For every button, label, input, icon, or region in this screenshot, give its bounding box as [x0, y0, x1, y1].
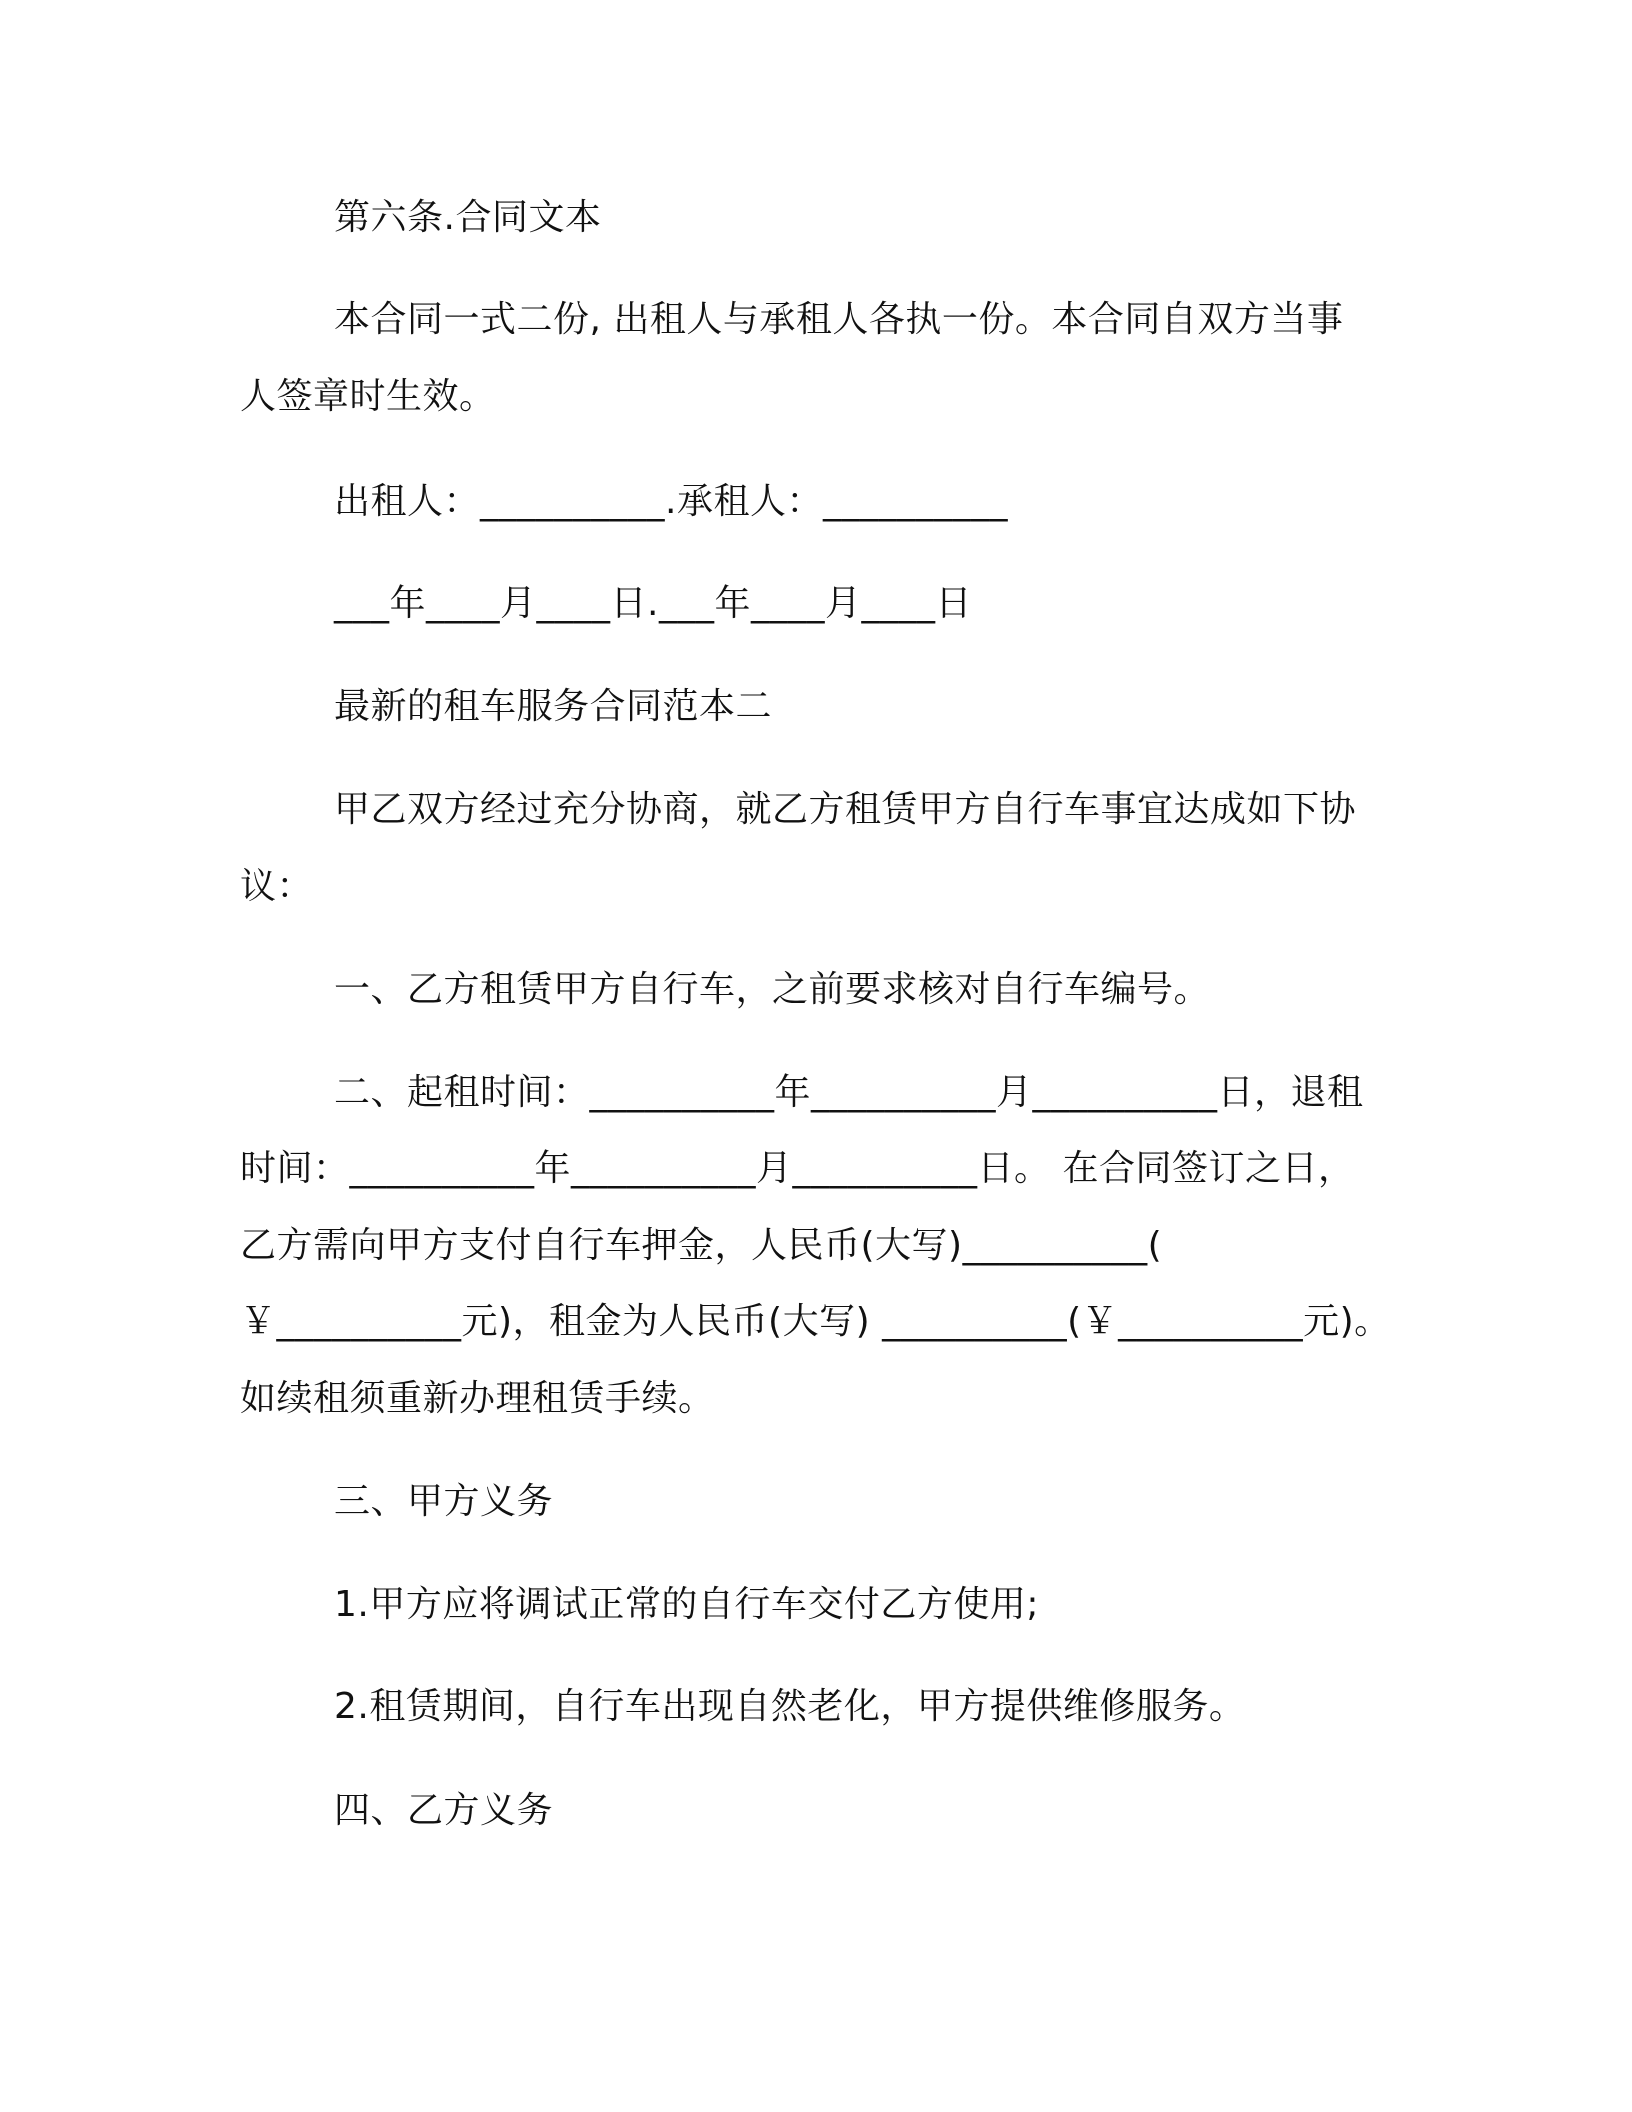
party-a-duty-1: 1.甲方应将调试正常的自行车交付乙方使用; — [334, 1584, 1039, 1625]
clause-two-line-3: 乙方需向甲方支付自行车押金，人民币(大写)__________( — [240, 1225, 1163, 1266]
article-six-heading: 第六条.合同文本 — [334, 197, 602, 238]
date-line: ___年____月____日.___年____月____日 — [334, 583, 972, 624]
agreement-intro-line-2: 议： — [240, 866, 314, 907]
signature-line: 出租人：__________.承租人：__________ — [334, 481, 1008, 522]
template-two-title: 最新的租车服务合同范本二 — [334, 686, 773, 727]
section-four-heading: 四、乙方义务 — [334, 1790, 554, 1831]
agreement-intro-line-1: 甲乙双方经过充分协商，就乙方租赁甲方自行车事宜达成如下协 — [334, 789, 1357, 830]
clause-one: 一、乙方租赁甲方自行车，之前要求核对自行车编号。 — [334, 969, 1211, 1010]
contract-copies-paragraph-line-1: 本合同一式二份, 出租人与承租人各执一份。本合同自双方当事 — [334, 299, 1344, 340]
party-a-duty-2: 2.租赁期间，自行车出现自然老化，甲方提供维修服务。 — [334, 1686, 1246, 1727]
contract-copies-paragraph-line-2: 人签章时生效。 — [240, 376, 496, 417]
clause-two-line-1: 二、起租时间：__________年__________月__________日，退租 — [334, 1072, 1364, 1113]
clause-two-line-4: ￥__________元)，租金为人民币(大写) __________(￥__________元)。 — [240, 1301, 1391, 1342]
section-three-heading: 三、甲方义务 — [334, 1481, 554, 1522]
clause-two-line-5: 如续租须重新办理租赁手续。 — [240, 1378, 715, 1419]
clause-two-line-2: 时间：__________年__________月__________日。 在合同签订之日， — [240, 1148, 1355, 1189]
